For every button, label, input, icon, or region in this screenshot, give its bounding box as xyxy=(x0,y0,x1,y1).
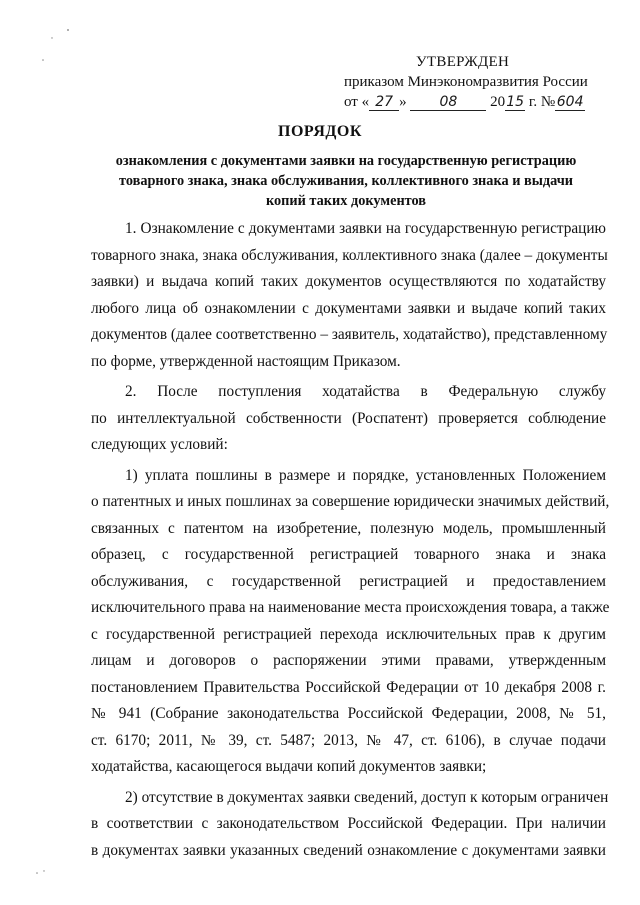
body-line: по интеллектуальной собственности (Роспатент) проверяется соблюдение xyxy=(91,409,606,427)
approval-day: 27 xyxy=(369,94,399,111)
approval-year: 15 xyxy=(506,94,525,110)
number-sign: № xyxy=(540,94,556,110)
body-line: ст. 6170; 2011, № 39, ст. 5487; 2013, № 47, ст. 6106), в случае подачи xyxy=(91,731,606,749)
body-line: следующих условий: xyxy=(91,436,228,453)
document-body xyxy=(91,216,610,864)
body-line: связанных с патентом на изобретение, полезную модель, промышленный xyxy=(91,519,606,537)
body-line: исключительного права на наименование места происхождения товара, а также xyxy=(91,599,610,616)
subtitle-line: копий таких документов xyxy=(265,193,427,209)
approval-stamp xyxy=(344,52,604,112)
body-line: в соответствии с законодательством Российской Федерации. При наличии xyxy=(91,815,606,832)
subtitle-line: товарного знака, знака обслуживания, коллективного знака и выдачи xyxy=(118,173,573,189)
document-subtitle xyxy=(96,151,596,211)
subtitle-line: ознакомления с документами заявки на государственную регистрацию xyxy=(115,153,577,169)
body-line: любого лица об ознакомлении с документами заявки и выдаче копий таких xyxy=(91,299,606,317)
document-title: ПОРЯДОК xyxy=(278,123,362,140)
approval-number: 604 xyxy=(556,94,584,110)
body-line: 2) отсутствие в документах заявки сведений, доступ к которым ограничен xyxy=(125,788,609,806)
body-line: постановлением Правительства Российской Федерации от 10 декабря 2008 г. xyxy=(91,678,606,696)
approval-month: 08 xyxy=(410,94,486,111)
body-line: документов (далее соответственно – заявитель, ходатайство), представленному xyxy=(91,326,608,343)
year-end: г. xyxy=(525,94,538,110)
approval-date-line xyxy=(344,92,604,112)
date-prefix: от « xyxy=(344,94,370,110)
year-prefix: 20 xyxy=(490,94,506,110)
body-line: ходатайства, касающегося выдачи копий документов заявки; xyxy=(91,758,487,775)
body-line: по форме, утвержденной настоящим Приказом. xyxy=(91,352,401,370)
approval-order: приказом Минэкономразвития России xyxy=(344,74,588,90)
body-line: 1) уплата пошлины в размере и порядке, установленных Положением xyxy=(125,466,606,484)
body-line: лицам и договоров о распоряжении этими правами, утвержденным xyxy=(91,652,606,669)
body-line: 2. После поступления ходатайства в Федеральную службу xyxy=(125,383,606,400)
body-line: в документах заявки указанных сведений ознакомление с документами заявки xyxy=(91,841,606,859)
body-line: № 941 (Собрание законодательства Российской Федерации, 2008, № 51, xyxy=(91,705,606,722)
body-line: 1. Ознакомление с документами заявки на государственную регистрацию xyxy=(125,220,606,237)
body-line: заявки) и выдача копий таких документов осуществляются по ходатайству xyxy=(91,273,606,290)
body-line: о патентных и иных пошлинах за совершение юридически значимых действий, xyxy=(91,493,610,510)
body-line: образец, с государственной регистрацией товарного знака и знака xyxy=(91,546,606,563)
body-line: товарного знака, знака обслуживания, коллективного знака (далее – документы xyxy=(91,246,608,264)
date-close: » xyxy=(399,94,407,110)
body-line: с государственной регистрацией перехода исключительных прав к другим xyxy=(91,625,606,643)
body-line: обслуживания, с государственной регистрацией и предоставлением xyxy=(91,572,606,590)
approval-title: УТВЕРЖДЕН xyxy=(416,54,510,70)
